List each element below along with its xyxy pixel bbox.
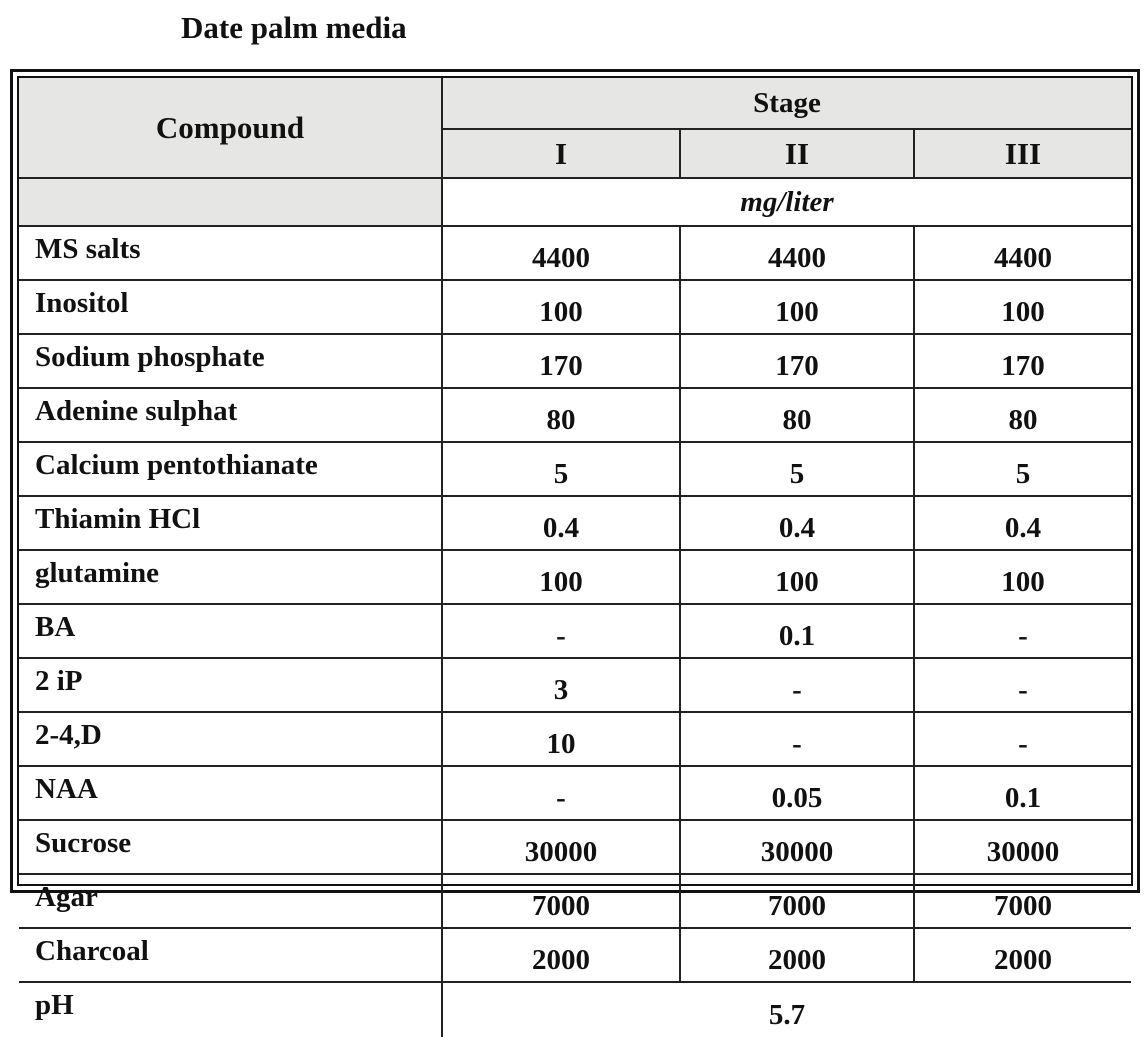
stage-value: - (442, 604, 680, 658)
table-row (19, 280, 1131, 334)
stage-value: 170 (680, 334, 914, 388)
document-title: Date palm media (181, 10, 407, 45)
stage-value: 7000 (442, 874, 680, 928)
compound-name: Thiamin HCl (19, 496, 442, 550)
ph-value: 5.7 (442, 982, 1131, 1037)
stage-value: 30000 (914, 820, 1131, 874)
compound-name: Agar (19, 874, 442, 928)
header-spacer (19, 178, 442, 226)
compound-name: 2 iP (19, 658, 442, 712)
stage-value: 4400 (914, 226, 1131, 280)
stage-value: 2000 (442, 928, 680, 982)
stage-iii-header: III (914, 129, 1131, 178)
table-row (19, 334, 1131, 388)
compound-name: glutamine (19, 550, 442, 604)
stage-value: 100 (914, 550, 1131, 604)
table-row (19, 226, 1131, 280)
stage-value: 80 (680, 388, 914, 442)
stage-value: 0.05 (680, 766, 914, 820)
table-row (19, 712, 1131, 766)
stage-value: 5 (680, 442, 914, 496)
stage-value: 170 (914, 334, 1131, 388)
stage-value: 0.4 (914, 496, 1131, 550)
compound-name: Charcoal (19, 928, 442, 982)
compound-name: Sodium phosphate (19, 334, 442, 388)
stage-value: 100 (442, 280, 680, 334)
table-row (19, 388, 1131, 442)
stage-value: 100 (442, 550, 680, 604)
table-row (19, 496, 1131, 550)
table-row (19, 658, 1131, 712)
stage-value: 3 (442, 658, 680, 712)
stage-value: 100 (680, 280, 914, 334)
stage-value: 4400 (442, 226, 680, 280)
compound-name: 2-4,D (19, 712, 442, 766)
stage-value: - (914, 658, 1131, 712)
stage-value: 80 (914, 388, 1131, 442)
stage-value: - (680, 658, 914, 712)
table-row (19, 874, 1131, 928)
stage-value: 30000 (680, 820, 914, 874)
compound-name: BA (19, 604, 442, 658)
compound-header: Compound (19, 78, 442, 178)
stage-value: 30000 (442, 820, 680, 874)
compound-name: NAA (19, 766, 442, 820)
stage-value: - (914, 604, 1131, 658)
stage-ii-header: II (680, 129, 914, 178)
stage-value: 2000 (680, 928, 914, 982)
stage-i-header: I (442, 129, 680, 178)
stage-value: 5 (442, 442, 680, 496)
table-row (19, 604, 1131, 658)
media-table-frame (10, 69, 1140, 1031)
stage-value: 10 (442, 712, 680, 766)
compound-name: Adenine sulphat (19, 388, 442, 442)
compound-name: Sucrose (19, 820, 442, 874)
stage-value: 0.1 (914, 766, 1131, 820)
compound-name: Calcium pentothianate (19, 442, 442, 496)
stage-value: 100 (914, 280, 1131, 334)
stage-value: - (442, 766, 680, 820)
table-row (19, 442, 1131, 496)
stage-value: 7000 (914, 874, 1131, 928)
stage-value: 170 (442, 334, 680, 388)
compound-name: Inositol (19, 280, 442, 334)
table-row (19, 820, 1131, 874)
table-row (19, 928, 1131, 982)
stage-value: 100 (680, 550, 914, 604)
stage-value: - (914, 712, 1131, 766)
stage-value: 0.1 (680, 604, 914, 658)
stage-header: Stage (442, 78, 1131, 129)
media-table (19, 78, 1131, 1037)
ph-label: pH (19, 982, 442, 1037)
ph-row (19, 982, 1131, 1037)
compound-name: MS salts (19, 226, 442, 280)
stage-value: 7000 (680, 874, 914, 928)
unit-header: mg/liter (442, 178, 1131, 226)
stage-value: 80 (442, 388, 680, 442)
table-row (19, 766, 1131, 820)
stage-value: 5 (914, 442, 1131, 496)
stage-value: 0.4 (680, 496, 914, 550)
stage-value: 0.4 (442, 496, 680, 550)
stage-value: - (680, 712, 914, 766)
table-row (19, 550, 1131, 604)
stage-value: 2000 (914, 928, 1131, 982)
stage-value: 4400 (680, 226, 914, 280)
